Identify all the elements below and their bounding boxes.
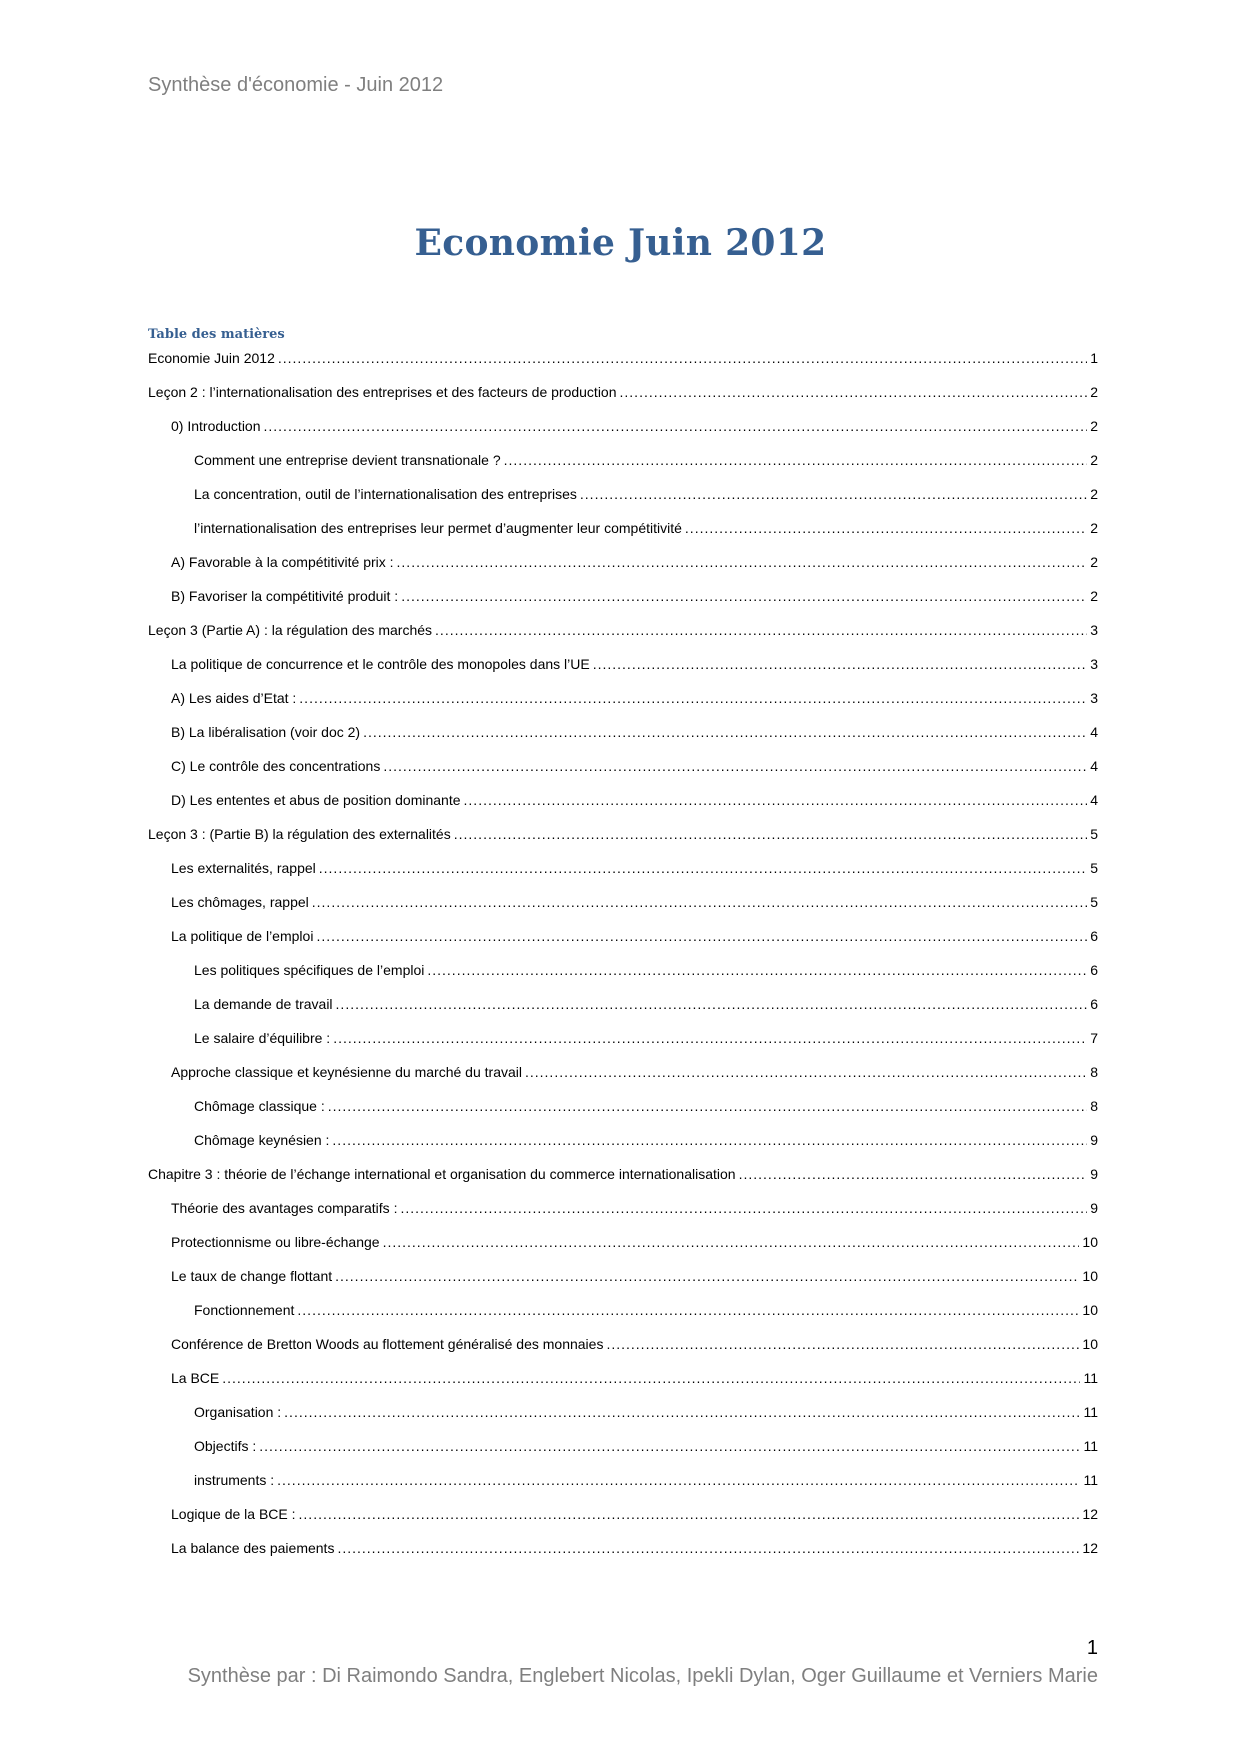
toc-entry-title: Chômage classique : [194, 1098, 325, 1114]
toc-entry[interactable] [148, 1522, 1098, 1556]
toc-entry-page: 10 [1082, 1234, 1098, 1250]
toc-entry-page: 8 [1090, 1064, 1098, 1080]
toc-entry-page: 10 [1082, 1336, 1098, 1352]
toc-entry[interactable] [148, 1182, 1098, 1216]
toc-leader-dots [332, 1132, 1087, 1148]
toc-entry-page: 5 [1090, 894, 1098, 910]
toc-entry[interactable] [148, 1386, 1098, 1420]
toc-leader-dots [401, 588, 1087, 604]
toc-entry[interactable] [148, 468, 1098, 502]
toc-entry-page: 9 [1090, 1166, 1098, 1182]
toc-leader-dots [397, 554, 1088, 570]
toc-entry-title: Economie Juin 2012 [148, 350, 275, 366]
toc-entry-page: 3 [1090, 656, 1098, 672]
toc-entry[interactable] [148, 502, 1098, 536]
toc-entry-page: 6 [1090, 962, 1098, 978]
toc-entry[interactable] [148, 910, 1098, 944]
toc-entry-title: Chômage keynésien : [194, 1132, 330, 1148]
toc-leader-dots [259, 1438, 1080, 1454]
toc-leader-dots [299, 1506, 1080, 1522]
toc-entry[interactable] [148, 1454, 1098, 1488]
toc-entry-page: 2 [1090, 384, 1098, 400]
toc-entry-page: 2 [1090, 554, 1098, 570]
toc-entry[interactable] [148, 570, 1098, 604]
toc-entry-page: 1 [1090, 350, 1098, 366]
toc-entry-title: Les politiques spécifiques de l’emploi [194, 962, 425, 978]
toc-leader-dots [337, 1540, 1079, 1556]
toc-leader-dots [383, 758, 1087, 774]
toc-entry[interactable] [148, 1114, 1098, 1148]
toc-leader-dots [319, 860, 1087, 876]
toc-entry-page: 3 [1090, 690, 1098, 706]
toc-entry-title: Théorie des avantages comparatifs : [171, 1200, 398, 1216]
toc-entry-title: D) Les ententes et abus de position dominante [171, 792, 461, 808]
toc-leader-dots [580, 486, 1087, 502]
toc-entry-page: 11 [1083, 1472, 1098, 1488]
running-footer: Synthèse par : Di Raimondo Sandra, Englebert Nicolas, Ipekli Dylan, Oger Guillaume et Verniers Marie [187, 1665, 1098, 1687]
toc-leader-dots [606, 1336, 1079, 1352]
toc-entry[interactable] [148, 1352, 1098, 1386]
toc-entry[interactable] [148, 434, 1098, 468]
toc-leader-dots [363, 724, 1087, 740]
toc-entry-title: Logique de la BCE : [171, 1506, 296, 1522]
toc-entry[interactable] [148, 1420, 1098, 1454]
toc-entry-page: 2 [1090, 520, 1098, 536]
toc-entry-title: Fonctionnement [194, 1302, 295, 1318]
toc-entry[interactable] [148, 1080, 1098, 1114]
toc-leader-dots [464, 792, 1088, 808]
toc-entry-page: 8 [1090, 1098, 1098, 1114]
toc-entry[interactable] [148, 400, 1098, 434]
toc-entry[interactable] [148, 1284, 1098, 1318]
toc-entry-page: 9 [1090, 1132, 1098, 1148]
toc-entry-page: 2 [1090, 452, 1098, 468]
toc-entry-page: 11 [1083, 1370, 1098, 1386]
toc-entry-title: Objectifs : [194, 1438, 257, 1454]
toc-entry-title: La politique de concurrence et le contrôle des monopoles dans l’UE [171, 656, 590, 672]
toc-entry-title: Les chômages, rappel [171, 894, 309, 910]
toc-entry[interactable] [148, 842, 1098, 876]
toc-entry[interactable] [148, 1046, 1098, 1080]
toc-leader-dots [454, 826, 1087, 842]
toc-entry-page: 10 [1082, 1302, 1098, 1318]
toc-entry-page: 4 [1090, 792, 1098, 808]
toc-entry-title: B) Favoriser la compétitivité produit : [171, 588, 399, 604]
toc-entry-title: La BCE [171, 1370, 220, 1386]
toc-entry-page: 11 [1083, 1404, 1098, 1420]
toc-leader-dots [299, 690, 1087, 706]
toc-entry-title: La politique de l’emploi [171, 928, 314, 944]
toc-entry-page: 5 [1090, 826, 1098, 842]
toc-entry-title: Les externalités, rappel [171, 860, 316, 876]
toc-leader-dots [383, 1234, 1080, 1250]
toc-leader-dots [278, 350, 1087, 366]
toc-leader-dots [504, 452, 1088, 468]
toc-entry[interactable] [148, 1012, 1098, 1046]
toc-entry-title: Leçon 3 (Partie A) : la régulation des marchés [148, 622, 433, 638]
toc-entry[interactable] [148, 808, 1098, 842]
toc-entry[interactable] [148, 740, 1098, 774]
toc-entry-title: Leçon 2 : l’internationalisation des entreprises et des facteurs de production [148, 384, 617, 400]
toc-entry[interactable] [148, 944, 1098, 978]
toc-entry-title: Le salaire d’équilibre : [194, 1030, 331, 1046]
toc-leader-dots [312, 894, 1087, 910]
toc-entry-title: Comment une entreprise devient transnationale ? [194, 452, 501, 468]
toc-entry-title: Chapitre 3 : théorie de l’échange international et organisation du commerce internationalisation [148, 1166, 736, 1182]
toc-leader-dots [739, 1166, 1088, 1182]
toc-entry-page: 2 [1090, 418, 1098, 434]
toc-entry-title: La demande de travail [194, 996, 333, 1012]
toc-leader-dots [264, 418, 1088, 434]
toc-entry[interactable] [148, 1488, 1098, 1522]
table-of-contents [148, 340, 1098, 1556]
toc-entry-title: Organisation : [194, 1404, 282, 1420]
toc-entry-title: Le taux de change flottant [171, 1268, 333, 1284]
toc-entry-page: 11 [1083, 1438, 1098, 1454]
toc-entry-title: instruments : [194, 1472, 275, 1488]
toc-entry[interactable] [148, 1148, 1098, 1182]
toc-entry-page: 6 [1090, 996, 1098, 1012]
toc-entry-page: 9 [1090, 1200, 1098, 1216]
toc-leader-dots [297, 1302, 1079, 1318]
toc-entry-title: La concentration, outil de l’internationalisation des entreprises [194, 486, 577, 502]
running-header: Synthèse d'économie - Juin 2012 [148, 74, 444, 96]
toc-entry-title: Approche classique et keynésienne du marché du travail [171, 1064, 522, 1080]
toc-entry[interactable] [148, 1318, 1098, 1352]
document-title: Economie Juin 2012 [414, 222, 827, 264]
toc-leader-dots [284, 1404, 1080, 1420]
toc-entry[interactable] [148, 672, 1098, 706]
toc-entry[interactable] [148, 876, 1098, 910]
toc-entry-title: A) Les aides d’Etat : [171, 690, 297, 706]
toc-heading: Table des matières [148, 327, 285, 342]
page-number: 1 [1086, 1637, 1098, 1659]
toc-entry-title: La balance des paiements [171, 1540, 335, 1556]
toc-leader-dots [525, 1064, 1087, 1080]
toc-entry-page: 10 [1082, 1268, 1098, 1284]
toc-entry[interactable] [148, 1216, 1098, 1250]
toc-entry-page: 4 [1090, 758, 1098, 774]
toc-entry-page: 2 [1090, 588, 1098, 604]
toc-entry-page: 2 [1090, 486, 1098, 502]
toc-leader-dots [620, 384, 1088, 400]
toc-entry-title: B) La libéralisation (voir doc 2) [171, 724, 361, 740]
toc-leader-dots [277, 1472, 1080, 1488]
toc-entry[interactable] [148, 366, 1098, 400]
toc-entry-page: 12 [1082, 1540, 1098, 1556]
toc-entry[interactable] [148, 774, 1098, 808]
toc-leader-dots [685, 520, 1087, 536]
toc-leader-dots [333, 1030, 1087, 1046]
toc-leader-dots [335, 1268, 1079, 1284]
toc-entry[interactable] [148, 638, 1098, 672]
toc-leader-dots [222, 1370, 1080, 1386]
toc-entry-title: Conférence de Bretton Woods au flottement généralisé des monnaies [171, 1336, 604, 1352]
toc-entry[interactable] [148, 536, 1098, 570]
toc-entry-page: 12 [1082, 1506, 1098, 1522]
toc-entry[interactable] [148, 1250, 1098, 1284]
toc-leader-dots [427, 962, 1087, 978]
toc-leader-dots [400, 1200, 1087, 1216]
toc-entry-page: 6 [1090, 928, 1098, 944]
toc-entry-title: l’internationalisation des entreprises leur permet d’augmenter leur compétitivité [194, 520, 682, 536]
toc-entry-title: Leçon 3 : (Partie B) la régulation des externalités [148, 826, 451, 842]
toc-leader-dots [328, 1098, 1087, 1114]
toc-entry-title: Protectionnisme ou libre-échange [171, 1234, 380, 1250]
toc-entry[interactable] [148, 978, 1098, 1012]
toc-entry-title: 0) Introduction [171, 418, 261, 434]
toc-entry-page: 5 [1090, 860, 1098, 876]
toc-entry[interactable] [148, 340, 1098, 366]
toc-leader-dots [593, 656, 1088, 672]
toc-entry-page: 3 [1090, 622, 1098, 638]
toc-entry-page: 7 [1090, 1030, 1098, 1046]
toc-entry[interactable] [148, 706, 1098, 740]
toc-entry-page: 4 [1090, 724, 1098, 740]
toc-leader-dots [316, 928, 1087, 944]
toc-entry[interactable] [148, 604, 1098, 638]
toc-leader-dots [435, 622, 1087, 638]
toc-entry-title: C) Le contrôle des concentrations [171, 758, 381, 774]
toc-entry-title: A) Favorable à la compétitivité prix : [171, 554, 394, 570]
toc-leader-dots [336, 996, 1088, 1012]
